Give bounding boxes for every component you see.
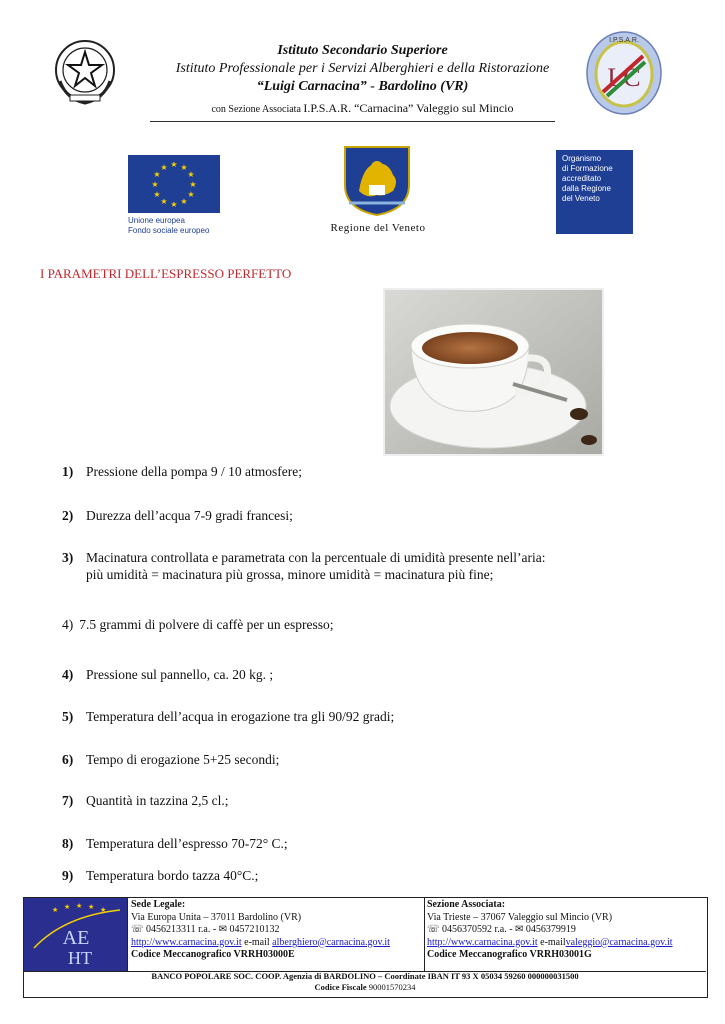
regione-veneto-caption: Regione del Veneto bbox=[330, 222, 426, 234]
page-title: I PARAMETRI DELL’ESPRESSO PERFETTO bbox=[40, 266, 292, 281]
organismo-formazione-caption: Organismo di Formazione accreditato dalla Regione del Veneto bbox=[562, 154, 613, 203]
header-line-2: Istituto Professionale per i Servizi Alberghieri e della Ristorazione bbox=[175, 61, 550, 76]
list-item: 6) Tempo di erogazione 5+25 secondi; bbox=[62, 752, 280, 767]
svg-text:★: ★ bbox=[88, 903, 95, 911]
list-item: 2) Durezza dell’acqua 7-9 gradi francesi; bbox=[62, 508, 293, 523]
header-divider bbox=[150, 121, 555, 122]
svg-text:★: ★ bbox=[180, 163, 188, 172]
header-line-1: Istituto Secondario Superiore bbox=[277, 43, 448, 58]
svg-text:★: ★ bbox=[187, 190, 195, 199]
website-link[interactable]: http://www.carnacina.gov.it bbox=[427, 936, 538, 948]
svg-text:★: ★ bbox=[189, 180, 197, 189]
svg-text:★: ★ bbox=[187, 170, 195, 179]
svg-text:★: ★ bbox=[151, 180, 159, 189]
list-item: 1) Pressione della pompa 9 / 10 atmosfere; bbox=[62, 464, 302, 479]
svg-text:★: ★ bbox=[160, 163, 168, 172]
list-item: 3) Macinatura controllata e parametrata con la percentuale di umidità presente nell’aria: più umidità = macinatura più grossa, minore umidità = macinatura più fine; bbox=[62, 550, 546, 582]
svg-text:★: ★ bbox=[170, 160, 178, 169]
header-line-3: “Luigi Carnacina” - Bardolino (VR) bbox=[256, 79, 469, 94]
espresso-cup-photo bbox=[383, 288, 604, 456]
regione-veneto-crest bbox=[343, 145, 411, 217]
ipsar-text: I.P.S.A.R. bbox=[609, 37, 639, 44]
website-link[interactable]: http://www.carnacina.gov.it bbox=[131, 936, 242, 948]
aeht-logo-text: HT bbox=[68, 948, 92, 968]
footer-divider bbox=[127, 898, 128, 971]
svg-text:★: ★ bbox=[52, 906, 59, 914]
list-item: 8) Temperatura dell’espresso 70-72° C.; bbox=[62, 836, 288, 851]
aeht-logo bbox=[24, 898, 127, 971]
list-item: 7) Quantità in tazzina 2,5 cl.; bbox=[62, 793, 229, 808]
svg-text:★: ★ bbox=[160, 197, 168, 206]
list-item: 9) Temperatura bordo tazza 40°C.; bbox=[62, 868, 259, 883]
svg-text:★: ★ bbox=[170, 200, 178, 209]
eu-caption: Unione europea Fondo sociale europeo bbox=[128, 216, 210, 235]
footer-sede-legale: Sede Legale: Via Europa Unita – 37011 Bardolino (VR) ☏ 0456213311 r.a. - ✉ 0457210132 http://www.carnacina.gov.it e-mail alberghiero@carnacina.gov.it Codice Meccanografico VRRH03000E bbox=[131, 899, 390, 960]
email-link[interactable]: valeggio@carnacina.gov.it bbox=[565, 936, 673, 948]
list-item: 5) Temperatura dell’acqua in erogazione tra gli 90/92 gradi; bbox=[62, 709, 395, 724]
list-item: 4) Pressione sul pannello, ca. 20 kg. ; bbox=[62, 667, 274, 682]
svg-text:★: ★ bbox=[180, 197, 188, 206]
footer-sezione-associata: Sezione Associata: Via Trieste – 37067 Valeggio sul Mincio (VR) ☏ 0456370592 r.a. - ✉ 0456379919 http://www.carnacina.gov.it e-mailvaleggio@carnacina.gov.it Codice Meccanografico VRRH03001G bbox=[427, 899, 673, 960]
svg-text:★: ★ bbox=[100, 906, 107, 914]
list-item: 4) 7.5 grammi di polvere di caffè per un espresso; bbox=[62, 617, 334, 632]
aeht-logo-text: AE bbox=[62, 927, 90, 949]
email-link[interactable]: alberghiero@carnacina.gov.it bbox=[272, 936, 390, 948]
eu-flag-logo bbox=[128, 155, 220, 213]
footer-bank-info: BANCO POPOLARE SOC. COOP. Agenzia di BARDOLINO – Coordinate IBAN IT 93 X 05034 59260 000000031500 Codice Fiscale 90001570234 bbox=[151, 971, 579, 992]
footer-divider bbox=[424, 898, 425, 971]
ipsar-monogram: LC bbox=[607, 63, 641, 92]
svg-text:★: ★ bbox=[76, 902, 83, 910]
header-line-4: con Sezione Associata I.P.S.A.R. “Carnacina” Valeggio sul Mincio bbox=[211, 101, 514, 115]
svg-text:★: ★ bbox=[64, 903, 71, 911]
ipsar-logo bbox=[585, 30, 663, 116]
svg-text:★: ★ bbox=[153, 170, 161, 179]
svg-text:★: ★ bbox=[153, 190, 161, 199]
